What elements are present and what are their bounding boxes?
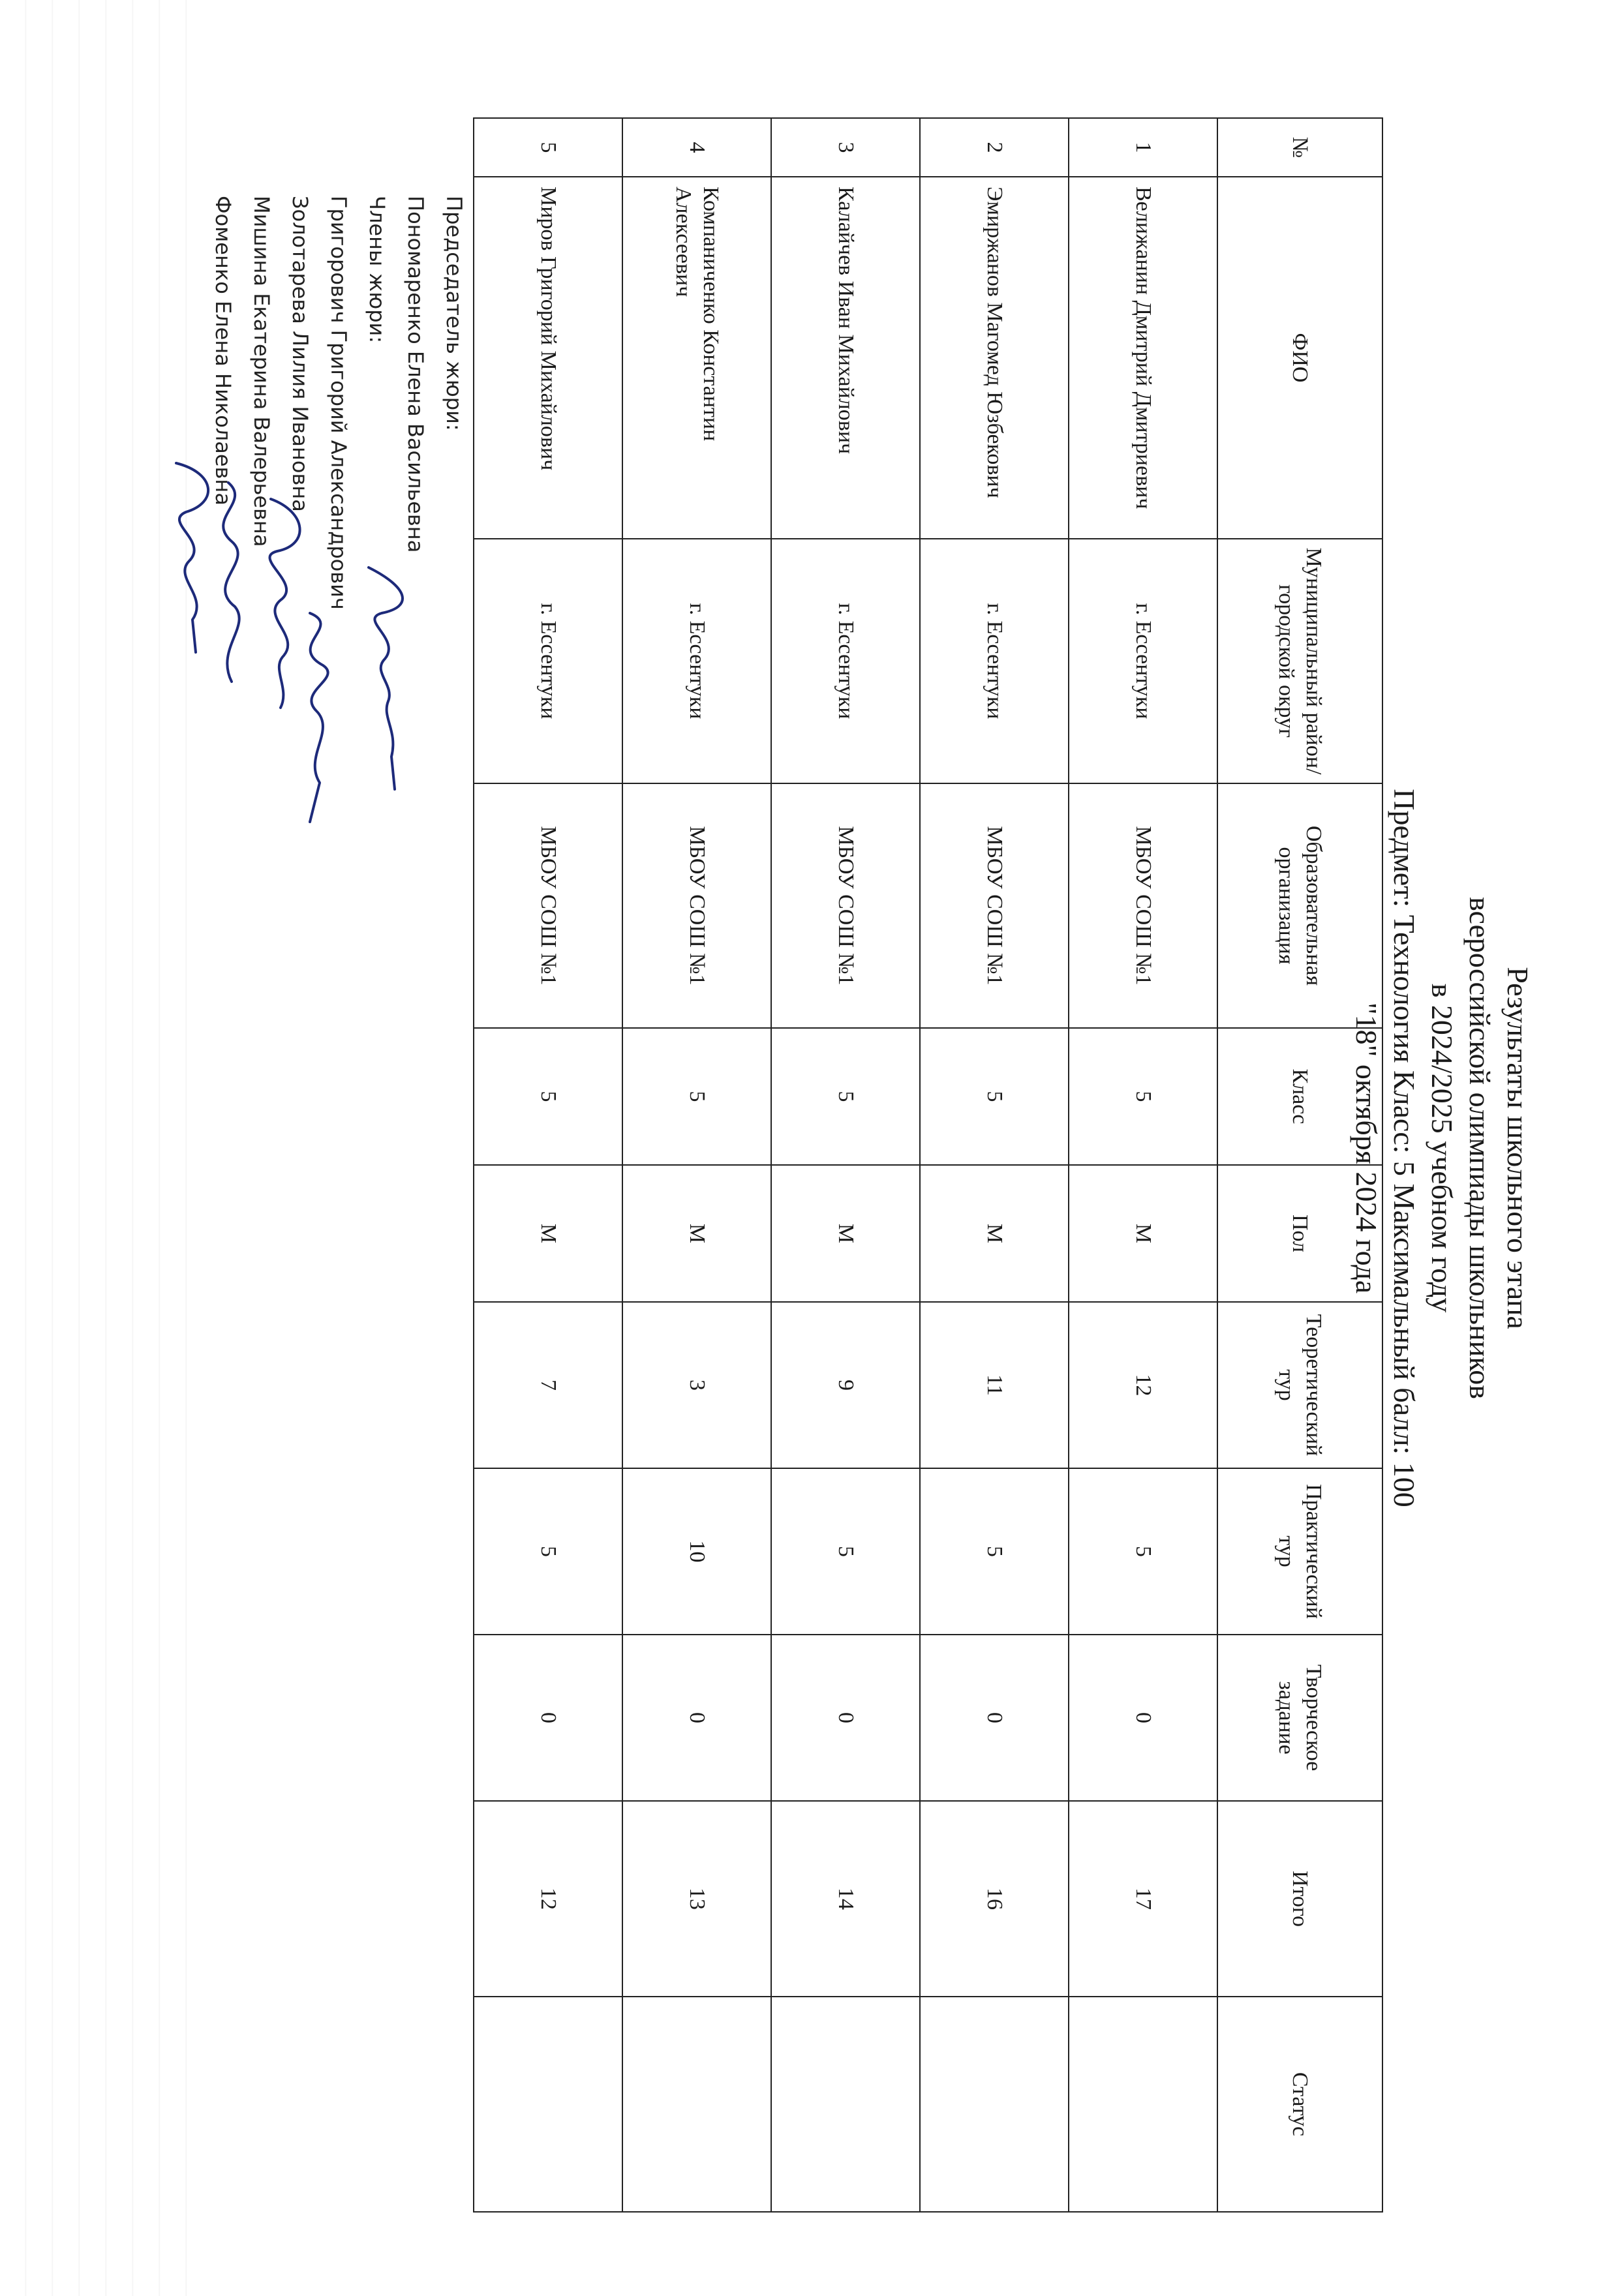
col-header-status: Статус <box>1217 1997 1382 2212</box>
signature-member-4 <box>157 450 228 685</box>
cell-org: МБОУ СОШ №1 <box>771 783 920 1028</box>
cell-fio: Велижанин Дмитрий Дмитриевич <box>1069 177 1217 539</box>
table-row <box>920 118 1069 2212</box>
col-header-district: Муниципальный район/городской округ <box>1217 539 1382 783</box>
cell-sex: М <box>920 1165 1069 1302</box>
cell-creative: 0 <box>771 1635 920 1801</box>
cell-practice: 5 <box>1069 1468 1217 1635</box>
title-line-3: в 2024/2025 учебном году <box>1426 983 1459 1313</box>
cell-district: г. Ессентуки <box>771 539 920 783</box>
table-row <box>1069 118 1217 2212</box>
date-line: "18" октября 2024 года <box>1350 1002 1383 1294</box>
cell-creative: 0 <box>1069 1635 1217 1801</box>
cell-sex: М <box>1069 1165 1217 1302</box>
cell-total: 12 <box>474 1801 622 1997</box>
jury-member: Мишина Екатерина Валерьевна <box>249 196 274 547</box>
cell-status <box>474 1997 622 2212</box>
cell-org: МБОУ СОШ №1 <box>1069 783 1217 1028</box>
table-row <box>474 118 622 2212</box>
cell-org: МБОУ СОШ №1 <box>474 783 622 1028</box>
cell-practice: 10 <box>622 1468 771 1635</box>
cell-district: г. Ессентуки <box>1069 539 1217 783</box>
jury-member: Золотарева Лилия Ивановна <box>288 196 313 512</box>
cell-district: г. Ессентуки <box>474 539 622 783</box>
cell-num: 1 <box>1069 118 1217 177</box>
col-header-num: № <box>1217 118 1382 177</box>
cell-practice: 5 <box>920 1468 1069 1635</box>
cell-org: МБОУ СОШ №1 <box>622 783 771 1028</box>
table-row <box>622 118 771 2212</box>
cell-creative: 0 <box>622 1635 771 1801</box>
cell-num: 4 <box>622 118 771 177</box>
cell-practice: 5 <box>474 1468 622 1635</box>
cell-grade: 5 <box>920 1028 1069 1165</box>
signature-chair <box>349 561 421 796</box>
jury-chair-name: Пономаренко Елена Васильевна <box>403 196 428 553</box>
subject-line: Предмет: Технология Класс: 5 Максимальный балл: 100 <box>1388 789 1421 1507</box>
cell-status <box>1069 1997 1217 2212</box>
cell-total: 16 <box>920 1801 1069 1997</box>
cell-district: г. Ессентуки <box>622 539 771 783</box>
cell-num: 3 <box>771 118 920 177</box>
cell-fio: Миров Григорий Михайлович <box>474 177 622 539</box>
jury-members-label: Члены жюри: <box>365 196 389 344</box>
title-line-1: Результаты школьного этапа <box>1501 967 1534 1329</box>
col-header-total: Итого <box>1217 1801 1382 1997</box>
col-header-practice: Практический тур <box>1217 1468 1382 1635</box>
results-table <box>473 117 1383 2213</box>
col-header-org: Образовательная организация <box>1217 783 1382 1028</box>
table-row <box>771 118 920 2212</box>
cell-fio: Эмиржанов Магомед Юзбекович <box>920 177 1069 539</box>
col-header-sex: Пол <box>1217 1165 1382 1302</box>
cell-num: 2 <box>920 118 1069 177</box>
cell-fio: Калайчев Иван Михайлович <box>771 177 920 539</box>
jury-member: Григорович Григорий Александрович <box>326 196 351 610</box>
table-header-row <box>1217 118 1382 2212</box>
cell-status <box>920 1997 1069 2212</box>
cell-theory: 9 <box>771 1302 920 1468</box>
cell-theory: 12 <box>1069 1302 1217 1468</box>
cell-practice: 5 <box>771 1468 920 1635</box>
cell-theory: 7 <box>474 1302 622 1468</box>
cell-grade: 5 <box>622 1028 771 1165</box>
cell-org: МБОУ СОШ №1 <box>920 783 1069 1028</box>
cell-fio: Компаниченко Константин Алексеевич <box>622 177 771 539</box>
cell-creative: 0 <box>474 1635 622 1801</box>
cell-grade: 5 <box>474 1028 622 1165</box>
cell-total: 17 <box>1069 1801 1217 1997</box>
cell-theory: 11 <box>920 1302 1069 1468</box>
cell-total: 14 <box>771 1801 920 1997</box>
jury-chair-label: Председатель жюри: <box>442 196 466 431</box>
cell-status <box>771 1997 920 2212</box>
col-header-creative: Творческое задание <box>1217 1635 1382 1801</box>
col-header-fio: ФИО <box>1217 177 1382 539</box>
cell-grade: 5 <box>1069 1028 1217 1165</box>
cell-sex: М <box>622 1165 771 1302</box>
title-line-2: всероссийской олимпиады школьников <box>1463 897 1497 1399</box>
cell-num: 5 <box>474 118 622 177</box>
cell-district: г. Ессентуки <box>920 539 1069 783</box>
cell-grade: 5 <box>771 1028 920 1165</box>
cell-sex: М <box>474 1165 622 1302</box>
cell-theory: 3 <box>622 1302 771 1468</box>
jury-member: Фоменко Елена Николаевна <box>211 196 236 506</box>
col-header-grade: Класс <box>1217 1028 1382 1165</box>
cell-status <box>622 1997 771 2212</box>
col-header-theory: Теоретический тур <box>1217 1302 1382 1468</box>
cell-total: 13 <box>622 1801 771 1997</box>
cell-creative: 0 <box>920 1635 1069 1801</box>
cell-sex: М <box>771 1165 920 1302</box>
